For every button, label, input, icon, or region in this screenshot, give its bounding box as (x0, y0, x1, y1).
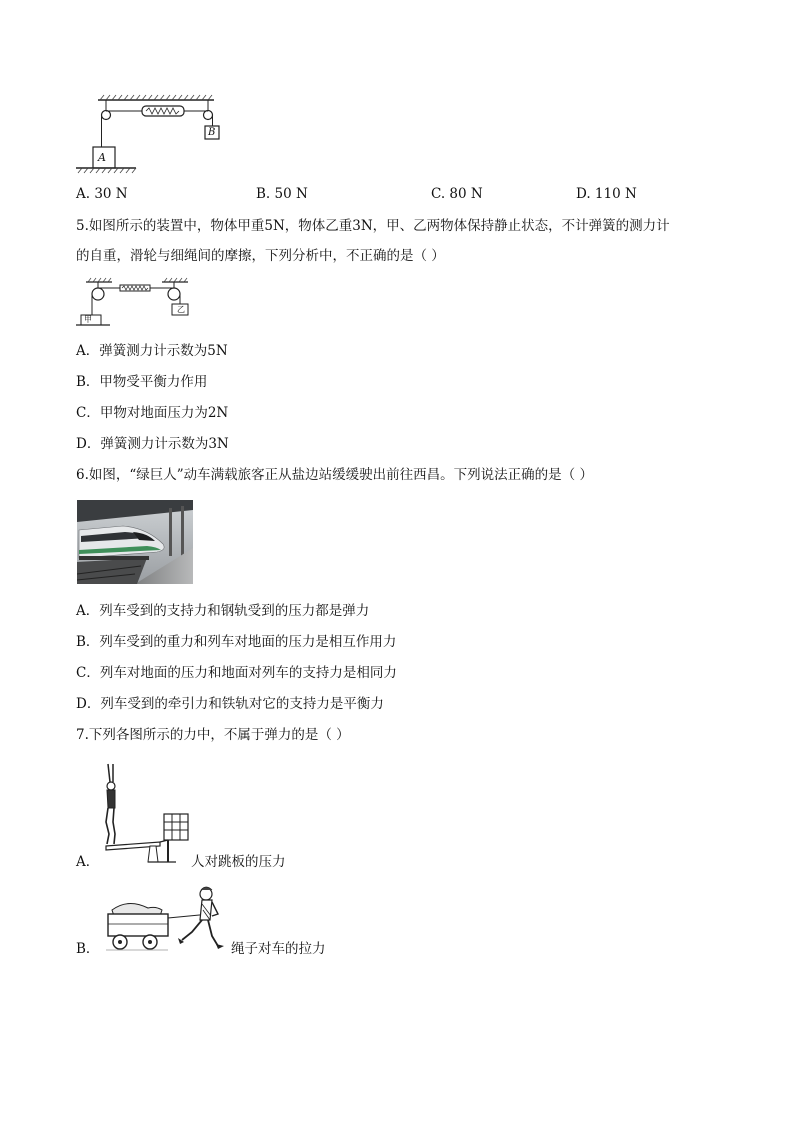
q4-option-d: D. 110 N (576, 186, 637, 202)
q5-stem-line1: 5.如图所示的装置中，物体甲重5N，物体乙重3N，甲、乙两物体保持静止状态，不计弹簧的测力计 (76, 218, 670, 234)
q6-stem: 6.如图，“绿巨人”动车满载旅客正从盐边站缓缓驶出前往西昌。下列说法正确的是（ ） (76, 467, 593, 483)
q5-option-b: B．甲物受平衡力作用 (76, 374, 208, 390)
q5-option-c: C．甲物对地面压力为2N (76, 405, 229, 421)
pulling-cart-figure (106, 880, 230, 954)
q7-option-a-text: 人对跳板的压力 (191, 854, 286, 870)
q7-option-a-letter: A． (76, 854, 100, 870)
q7-stem: 7.下列各图所示的力中，不属于弹力的是（ ） (76, 727, 350, 743)
q4-option-a: A. 30 N (76, 186, 128, 202)
q5-option-d: D．弹簧测力计示数为3N (76, 436, 229, 452)
pulley-spring-scale-figure (74, 94, 224, 174)
q5-stem-line2: 的自重，滑轮与细绳间的摩擦，下列分析中，不正确的是（ ） (76, 248, 445, 264)
block-yi-label: 乙 (177, 305, 185, 314)
q5-option-a: A．弹簧测力计示数为5N (76, 343, 228, 359)
q6-option-c: C．列车对地面的压力和地面对列车的支持力是相同力 (76, 665, 397, 681)
q4-option-b: B. 50 N (256, 186, 308, 202)
diver-springboard-figure (96, 762, 192, 866)
q6-option-a: A．列车受到的支持力和钢轨受到的压力都是弹力 (76, 603, 370, 619)
q7-option-b-text: 绳子对车的拉力 (231, 941, 326, 957)
spring-scale-pulleys-figure (76, 278, 192, 328)
q4-option-c: C. 80 N (431, 186, 483, 202)
block-jia-label: 甲 (84, 315, 92, 324)
bullet-train-photo (77, 500, 193, 584)
q6-option-b: B．列车受到的重力和列车对地面的压力是相互作用力 (76, 634, 397, 650)
block-a-label: A (98, 151, 106, 164)
q7-option-b-letter: B． (76, 941, 100, 957)
q6-option-d: D．列车受到的牵引力和铁轨对它的支持力是平衡力 (76, 696, 384, 712)
block-b-label: B (208, 127, 216, 138)
